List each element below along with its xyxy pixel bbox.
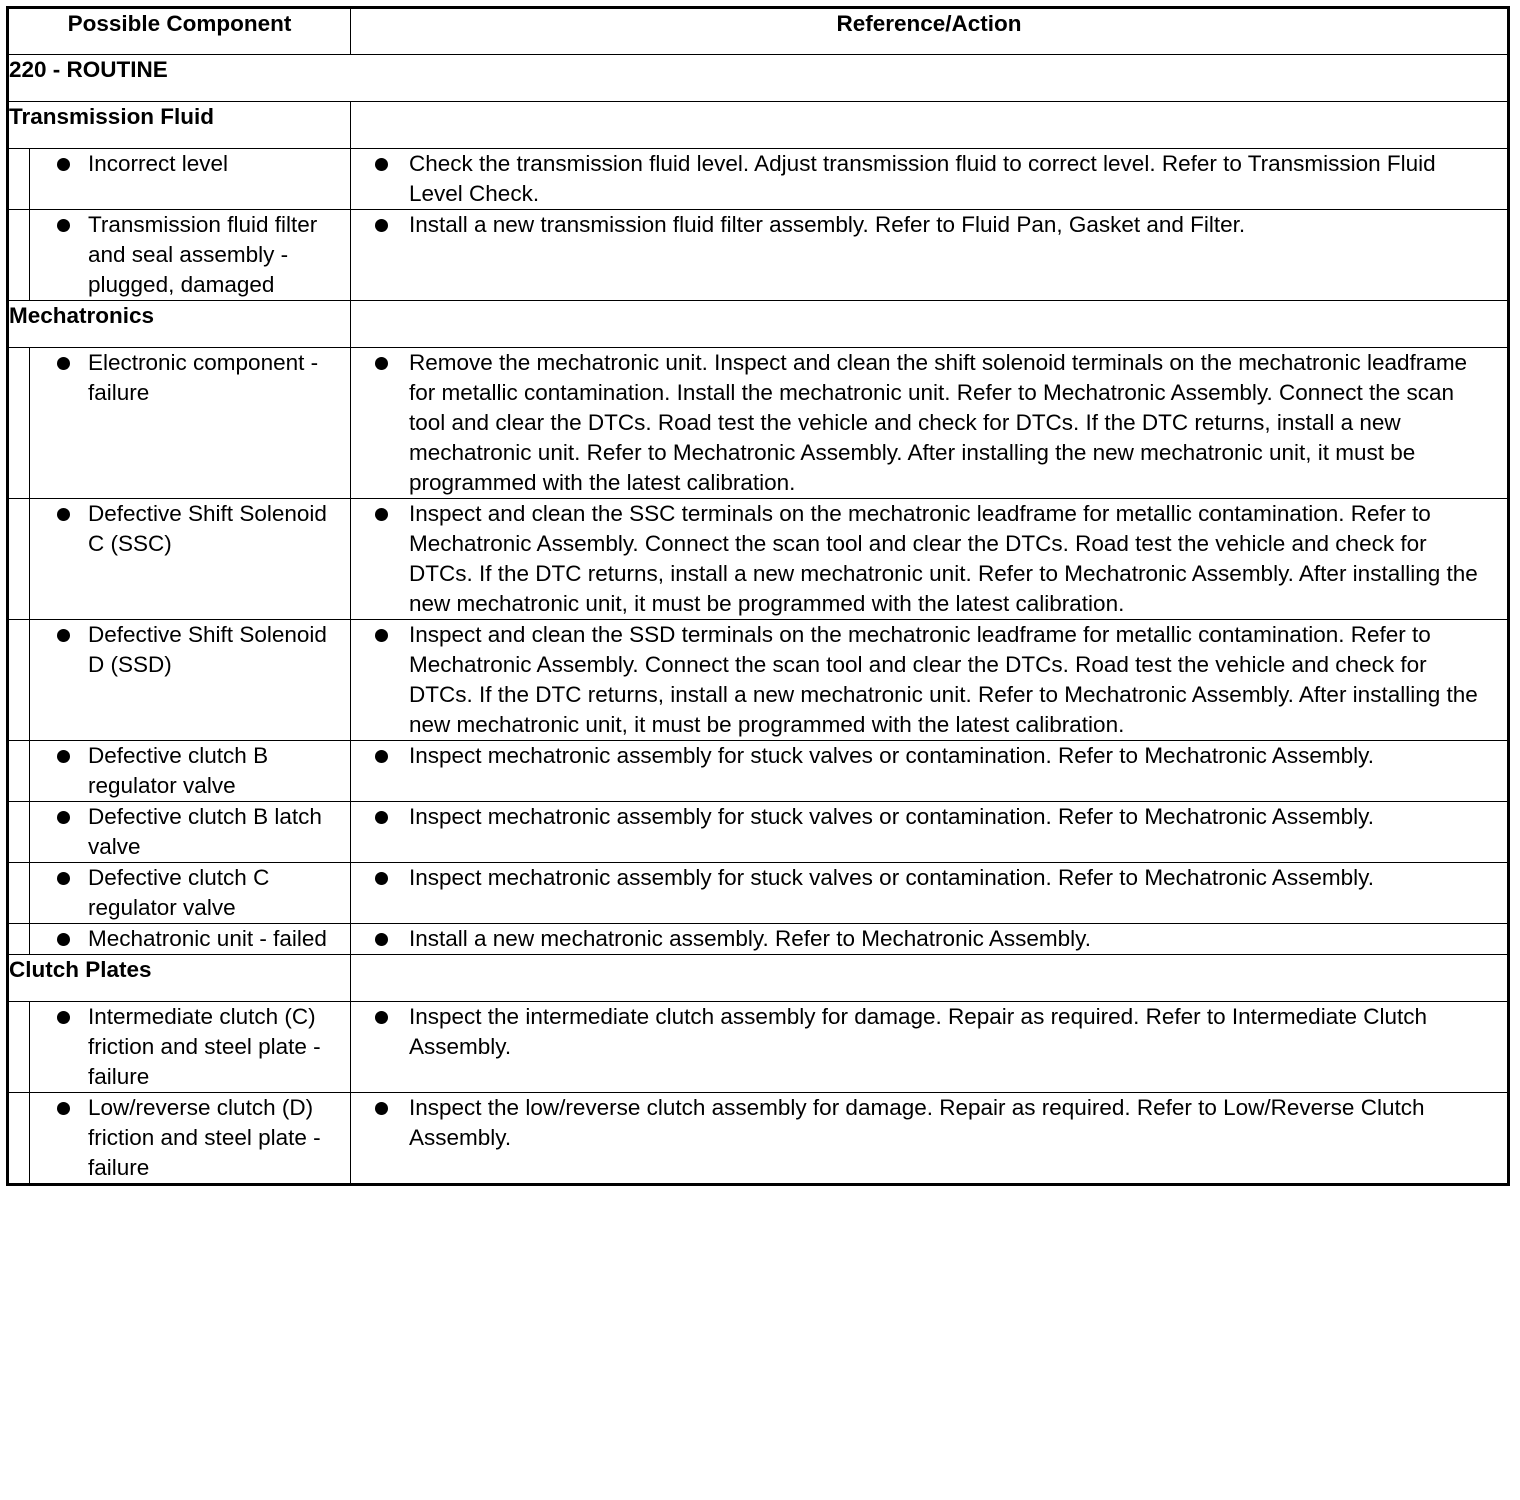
component-cell bbox=[30, 499, 351, 620]
section-title: Mechatronics bbox=[8, 301, 351, 348]
table-row bbox=[8, 863, 1509, 924]
component-text: Defective clutch C regulator valve bbox=[30, 863, 350, 923]
action-text: Inspect the low/reverse clutch assembly for damage. Repair as required. Refer to Low/Reverse Clutch Assembly. bbox=[351, 1093, 1507, 1153]
action-text: Inspect mechatronic assembly for stuck valves or contamination. Refer to Mechatronic Assembly. bbox=[351, 863, 1507, 893]
section-blank-cell bbox=[351, 955, 1509, 1002]
component-cell bbox=[30, 924, 351, 955]
indent-cell bbox=[8, 210, 30, 301]
section-title: Clutch Plates bbox=[8, 955, 351, 1002]
action-cell bbox=[351, 802, 1509, 863]
table-row bbox=[8, 1002, 1509, 1093]
indent-cell bbox=[8, 802, 30, 863]
component-cell bbox=[30, 802, 351, 863]
table-row bbox=[8, 620, 1509, 741]
component-cell bbox=[30, 210, 351, 301]
action-text: Check the transmission fluid level. Adjust transmission fluid to correct level. Refer to Transmission Fluid Level Check. bbox=[351, 149, 1507, 209]
indent-cell bbox=[8, 1002, 30, 1093]
action-cell bbox=[351, 499, 1509, 620]
component-cell bbox=[30, 863, 351, 924]
indent-cell bbox=[8, 863, 30, 924]
routine-title: 220 - ROUTINE bbox=[8, 55, 1509, 102]
indent-cell bbox=[8, 620, 30, 741]
component-cell bbox=[30, 348, 351, 499]
component-text: Electronic component - failure bbox=[30, 348, 350, 408]
component-text: Incorrect level bbox=[30, 149, 350, 179]
section-row bbox=[8, 301, 1509, 348]
indent-cell bbox=[8, 741, 30, 802]
indent-cell bbox=[8, 1093, 30, 1185]
table-row bbox=[8, 924, 1509, 955]
action-text: Inspect mechatronic assembly for stuck valves or contamination. Refer to Mechatronic Assembly. bbox=[351, 741, 1507, 771]
section-title: Transmission Fluid bbox=[8, 102, 351, 149]
section-blank-cell bbox=[351, 102, 1509, 149]
table-row bbox=[8, 802, 1509, 863]
indent-cell bbox=[8, 348, 30, 499]
indent-cell bbox=[8, 149, 30, 210]
table-row bbox=[8, 149, 1509, 210]
action-cell bbox=[351, 620, 1509, 741]
column-header-component: Possible Component bbox=[8, 8, 351, 55]
indent-cell bbox=[8, 924, 30, 955]
action-text: Remove the mechatronic unit. Inspect and clean the shift solenoid terminals on the mechatronic leadframe for metallic contamination. Install the mechatronic unit. Refer to Mechatronic Assembly. Connect the scan tool and clear the DTCs. Road test the vehicle and check for DTCs. If the DTC returns, install a new mechatronic unit. Refer to Mechatronic Assembly. After installing the new mechatronic unit, it must be programmed with the latest calibration. bbox=[351, 348, 1507, 498]
table-row bbox=[8, 499, 1509, 620]
action-cell bbox=[351, 210, 1509, 301]
action-cell bbox=[351, 149, 1509, 210]
title-row bbox=[8, 55, 1509, 102]
action-text: Inspect mechatronic assembly for stuck valves or contamination. Refer to Mechatronic Assembly. bbox=[351, 802, 1507, 832]
section-row bbox=[8, 102, 1509, 149]
component-cell bbox=[30, 741, 351, 802]
component-text: Defective clutch B latch valve bbox=[30, 802, 350, 862]
component-text: Transmission fluid filter and seal assembly - plugged, damaged bbox=[30, 210, 350, 300]
component-cell bbox=[30, 149, 351, 210]
action-text: Install a new transmission fluid filter assembly. Refer to Fluid Pan, Gasket and Filter. bbox=[351, 210, 1507, 240]
action-cell bbox=[351, 1002, 1509, 1093]
column-header-action: Reference/Action bbox=[351, 8, 1509, 55]
component-text: Defective Shift Solenoid D (SSD) bbox=[30, 620, 350, 680]
action-text: Inspect and clean the SSD terminals on the mechatronic leadframe for metallic contamination. Refer to Mechatronic Assembly. Connect the scan tool and clear the DTCs. Road test the vehicle and check for DTCs. If the DTC returns, install a new mechatronic unit. Refer to Mechatronic Assembly. After installing the new mechatronic unit, it must be programmed with the latest calibration. bbox=[351, 620, 1507, 740]
action-text: Inspect and clean the SSC terminals on the mechatronic leadframe for metallic contamination. Refer to Mechatronic Assembly. Connect the scan tool and clear the DTCs. Road test the vehicle and check for DTCs. If the DTC returns, install a new mechatronic unit. Refer to Mechatronic Assembly. After installing the new mechatronic unit, it must be programmed with the latest calibration. bbox=[351, 499, 1507, 619]
component-cell bbox=[30, 620, 351, 741]
component-text: Intermediate clutch (C) friction and steel plate - failure bbox=[30, 1002, 350, 1092]
section-blank-cell bbox=[351, 301, 1509, 348]
table-row bbox=[8, 1093, 1509, 1185]
component-text: Defective Shift Solenoid C (SSC) bbox=[30, 499, 350, 559]
component-cell bbox=[30, 1002, 351, 1093]
action-cell bbox=[351, 924, 1509, 955]
component-text: Mechatronic unit - failed bbox=[30, 924, 350, 954]
component-cell bbox=[30, 1093, 351, 1185]
action-cell bbox=[351, 348, 1509, 499]
action-text: Install a new mechatronic assembly. Refer to Mechatronic Assembly. bbox=[351, 924, 1507, 954]
action-cell bbox=[351, 1093, 1509, 1185]
header-row bbox=[8, 8, 1509, 55]
action-text: Inspect the intermediate clutch assembly for damage. Repair as required. Refer to Intermediate Clutch Assembly. bbox=[351, 1002, 1507, 1062]
action-cell bbox=[351, 741, 1509, 802]
component-text: Low/reverse clutch (D) friction and steel plate - failure bbox=[30, 1093, 350, 1183]
table-row bbox=[8, 741, 1509, 802]
diagnostic-table bbox=[6, 6, 1510, 1186]
table-row bbox=[8, 210, 1509, 301]
table-row bbox=[8, 348, 1509, 499]
action-cell bbox=[351, 863, 1509, 924]
indent-cell bbox=[8, 499, 30, 620]
section-row bbox=[8, 955, 1509, 1002]
component-text: Defective clutch B regulator valve bbox=[30, 741, 350, 801]
